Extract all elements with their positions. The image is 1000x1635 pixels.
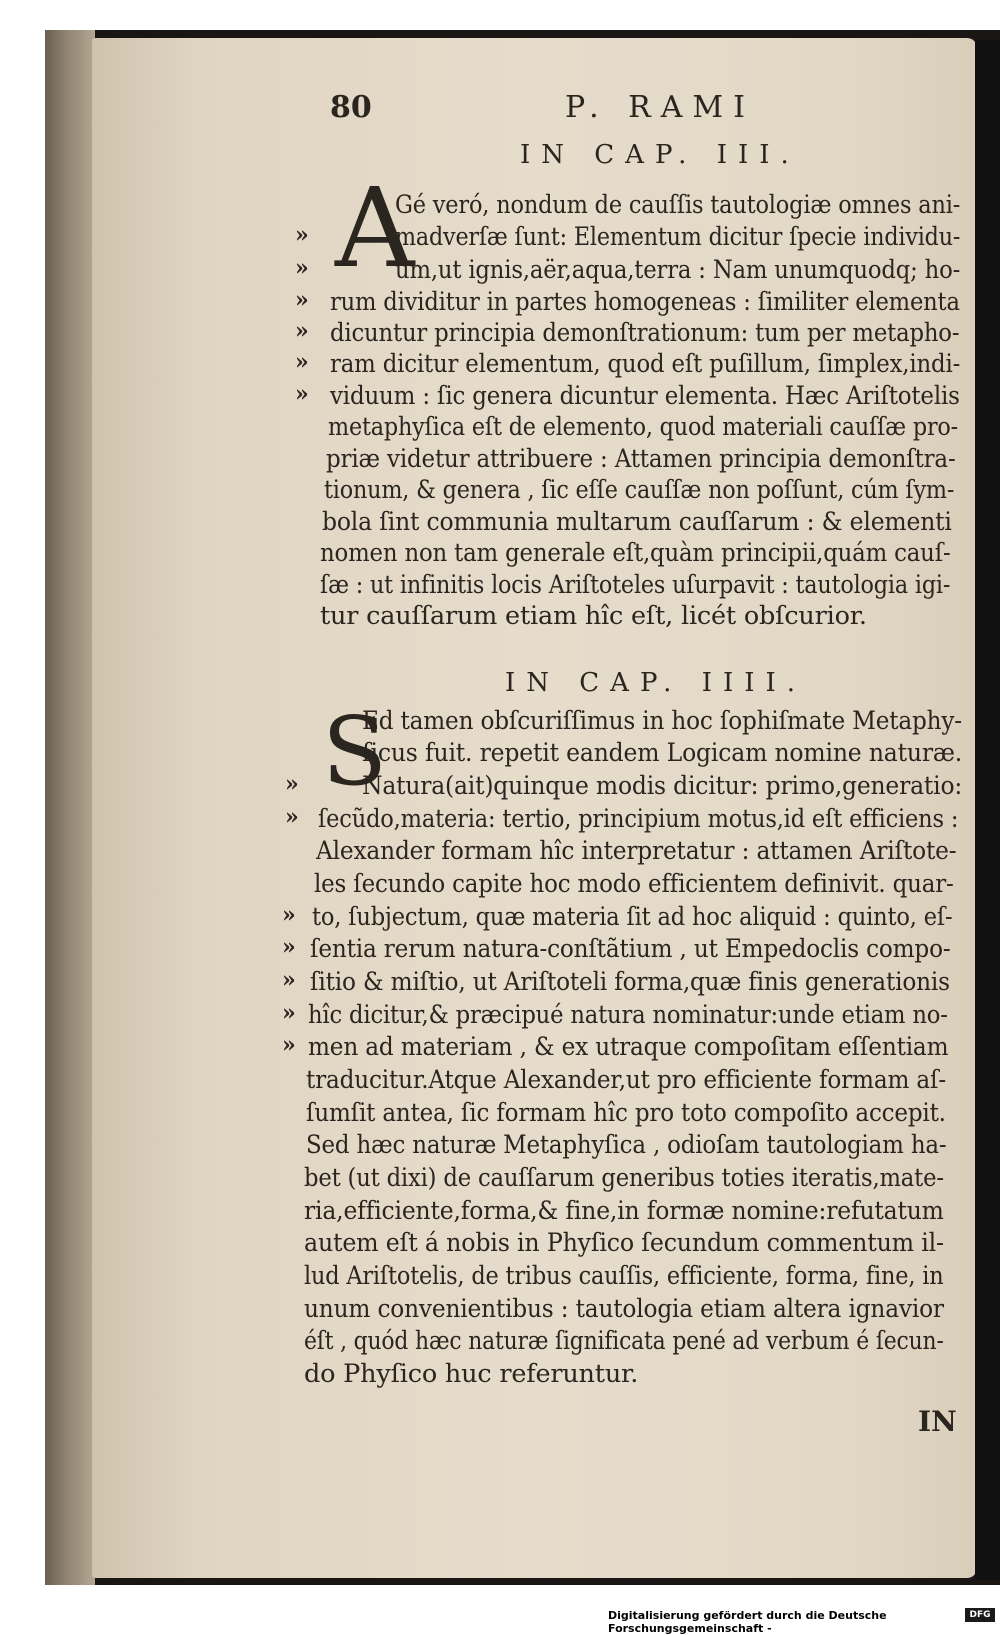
text-line: ram dicitur elementum, quod eſt puſillum, ſimplex,indi-: [330, 349, 961, 379]
quote-mark: »: [282, 1000, 296, 1026]
text-line: ſæ : ut infinitis locis Ariſtoteles uſurpavit : tautologia igi-: [320, 570, 951, 600]
text-line: men ad materiam , & ex utraque compoſitam eſſentiam: [308, 1032, 949, 1062]
quote-mark: »: [282, 902, 296, 928]
dfg-logo: DFG: [965, 1608, 995, 1622]
text-line: ſicus fuit. repetit eandem Logicam nomine naturæ.: [362, 738, 963, 768]
text-line: Alexander formam hîc interpretatur : attamen Ariſtote-: [316, 836, 957, 866]
chapter-4-dropcap: S: [322, 697, 388, 807]
text-line: lud Ariſtotelis, de tribus cauſſis, efficiente, forma, fine, in: [304, 1261, 944, 1291]
quote-mark: »: [295, 318, 309, 344]
text-line: do Phyſico huc referuntur.: [304, 1359, 639, 1389]
scan-right-edge: [975, 40, 1000, 1580]
book-spine: [45, 30, 95, 1585]
text-line: viduum : ſic genera dicuntur elementa. Hæc Ariſtotelis: [330, 381, 960, 411]
text-line: Natura(ait)quinque modis dicitur: primo,generatio:: [362, 771, 963, 801]
footer-credit: Digitalisierung gefördert durch die Deutsche Forschungsgemeinschaft -: [608, 1609, 887, 1635]
quote-mark: »: [282, 1032, 296, 1058]
text-line: rum dividitur in partes homogeneas : ſimiliter elementa: [330, 287, 960, 317]
text-line: bet (ut dixi) de cauſſarum generibus toties iteratis,mate-: [304, 1163, 944, 1193]
text-line: tur cauſſarum etiam hîc eſt, licét obſcurior.: [320, 601, 867, 631]
text-line: ſumſit antea, ſic formam hîc pro toto compoſito accepit.: [306, 1098, 946, 1128]
text-line: Sed hæc naturæ Metaphyſica , odioſam tautologiam ha-: [306, 1130, 947, 1160]
quote-mark: »: [285, 771, 299, 797]
text-line: um,ut ignis,aër,aqua,terra : Nam unumquodq; ho-: [395, 255, 961, 285]
text-line: ria,efficiente,forma,& fine,in formæ nomine:refutatum: [304, 1196, 944, 1226]
text-line: ſecũdo,materia: tertio, principium motus,id eſt efficiens :: [318, 804, 959, 834]
text-line: dicuntur principia demonſtrationum: tum per metapho-: [330, 318, 960, 348]
text-line: ſentia rerum natura-conſtãtium , ut Empedoclis compo-: [310, 934, 951, 964]
text-line: tionum, & genera , ſic eſſe cauſſæ non poſſunt, cúm ſym-: [324, 475, 955, 505]
text-line: hîc dicitur,& præcipué natura nominatur:unde etiam no-: [308, 1000, 948, 1030]
quote-mark: »: [295, 255, 309, 281]
catchword: IN: [918, 1405, 957, 1438]
quote-mark: »: [285, 804, 299, 830]
quote-mark: »: [282, 934, 296, 960]
chapter-3-dropcap: A: [335, 164, 415, 292]
text-line: Gé veró, nondum de cauſſis tautologiæ omnes ani-: [395, 190, 961, 220]
quote-mark: »: [295, 222, 309, 248]
chapter-3-heading: IN CAP. III.: [520, 140, 800, 170]
text-line: metaphyſica eſt de elemento, quod materiali cauſſæ pro-: [328, 412, 959, 442]
text-line: bola ſint communia multarum cauſſarum : & elementi: [322, 507, 952, 537]
text-line: nomen non tam generale eſt,quàm principii,quám cauſ-: [320, 538, 951, 568]
text-line: traducitur.Atque Alexander,ut pro efficiente formam aſ-: [306, 1065, 947, 1095]
quote-mark: »: [282, 967, 296, 993]
text-line: ſitio & miſtio, ut Ariſtoteli forma,quæ finis generationis: [310, 967, 950, 997]
text-line: to, ſubjectum, quæ materia ſit ad hoc aliquid : quinto, eſ-: [312, 902, 953, 932]
page-number: 80: [330, 90, 372, 125]
text-line: priæ videtur attribuere : Attamen principia demonſtra-: [326, 444, 956, 474]
chapter-4-heading: IN CAP. IIII.: [505, 668, 807, 698]
quote-mark: »: [295, 349, 309, 375]
running-head: P. RAMI: [565, 90, 755, 125]
text-line: éſt , quód hæc naturæ ſignificata pené ad verbum é ſecun-: [304, 1326, 944, 1356]
text-line: autem eſt á nobis in Phyſico ſecundum commentum il-: [304, 1228, 944, 1258]
text-line: les ſecundo capite hoc modo efficientem definivit. quar-: [314, 869, 954, 899]
quote-mark: »: [295, 287, 309, 313]
quote-mark: »: [295, 381, 309, 407]
text-line: unum convenientibus : tautologia etiam altera ignavior: [304, 1294, 944, 1324]
text-line: Ed tamen obſcuriſſimus in hoc ſophiſmate Metaphy-: [362, 706, 962, 736]
text-line: madverſæ ſunt: Elementum dicitur ſpecie individu-: [395, 222, 961, 252]
